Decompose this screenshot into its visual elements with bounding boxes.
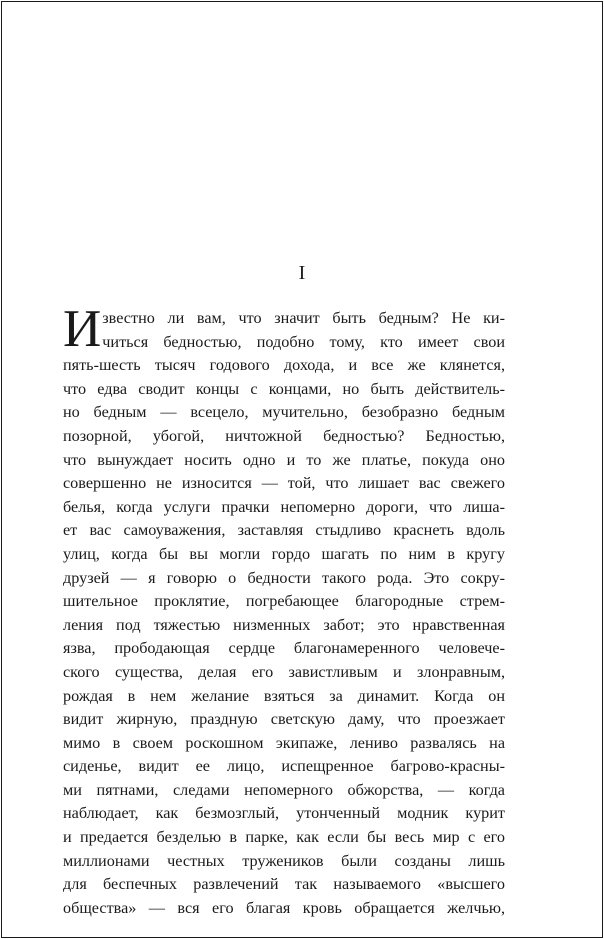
text-line: что едва сводит концы с концами, но быть действитель- xyxy=(63,379,505,398)
text-line: для беспечных развлечений так называемого «высшего xyxy=(63,875,505,894)
book-page xyxy=(1,1,603,938)
text-line: рождая в нем желание взяться за динамит. Когда он xyxy=(63,686,505,705)
text-line: общества» — вся его благая кровь обращается желчью, xyxy=(63,898,505,917)
text-line: совершенно не износится — той, что лишает вас свежего xyxy=(63,474,505,493)
drop-cap: И xyxy=(63,300,102,358)
body-text xyxy=(63,300,505,920)
text-line: читься бедностью, подобно тому, кто имеет свои xyxy=(102,332,505,351)
first-paragraph-start xyxy=(63,300,505,358)
text-line: белья, когда услуги прачки непомерно дороги, что лиша- xyxy=(63,497,505,516)
text-line: пять-шесть тысяч годового дохода, и все же клянется, xyxy=(63,356,505,375)
text-line: ет вас самоуважения, заставляя стыдливо краснеть вдоль xyxy=(63,521,505,540)
text-line: звестно ли вам, что значит быть бедным? Не ки- xyxy=(102,309,505,327)
text-line: улиц, когда бы вы могли гордо шагать по ним в кругу xyxy=(63,544,505,563)
text-line: позорной, убогой, ничтожной бедностью? Бедностью, xyxy=(63,426,505,445)
text-line: видит жирную, праздную светскую даму, что проезжает xyxy=(63,710,505,729)
text-line: ми пятнами, следами непомерного обжорства, — когда xyxy=(63,780,505,799)
text-line: ского существа, делая его завистливым и злонравным, xyxy=(63,662,505,681)
chapter-number: I xyxy=(298,262,306,284)
text-line: язва, прободающая сердце благонамеренного человече- xyxy=(63,639,505,658)
text-line: ления под тяжестью низменных забот; это нравственная xyxy=(63,615,505,634)
text-line: миллионами честных тружеников были созданы лишь xyxy=(63,851,505,870)
text-line: наблюдает, как безмозглый, утонченный модник курит xyxy=(63,804,505,823)
text-line: друзей — я говорю о бедности такого рода. Это сокру- xyxy=(63,568,505,587)
text-line: шительное проклятие, погребающее благородные стрем- xyxy=(63,592,505,611)
text-line: мимо в своем роскошном экипаже, лениво развалясь на xyxy=(63,733,505,752)
text-line: и предается безделью в парке, как если бы весь мир с его xyxy=(63,828,505,847)
text-line: но бедным — всецело, мучительно, безобразно бедным xyxy=(63,403,505,422)
text-line: сиденье, видит ее лицо, испещренное багрово-красны- xyxy=(63,757,505,776)
text-line: что вынуждает носить одно и то же платье, покуда оно xyxy=(63,450,505,469)
